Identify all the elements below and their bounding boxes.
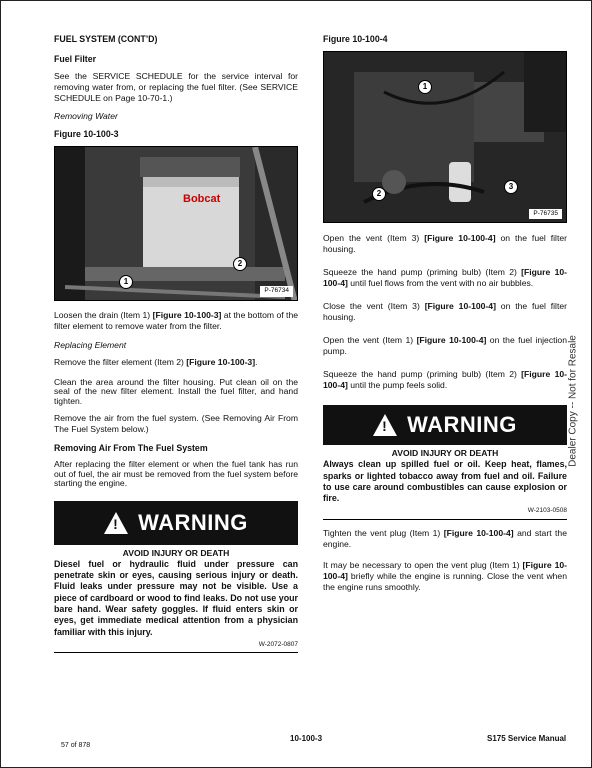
step-4: Open the vent (Item 1) [Figure 10-100-4] on the fuel injection pump.	[323, 335, 567, 357]
remove-text: Remove the filter element (Item 2) [Figure 10-100-3].	[54, 356, 258, 367]
photo-code: P-76734	[260, 286, 293, 296]
drain-text: Loosen the drain (Item 1) [Figure 10-100-3] at the bottom of the filter element to remove water from the filter.	[54, 309, 298, 331]
after-text: After replacing the filter element or when the fuel tank has run out of fuel, the air must be removed from the fuel system before starting the engine.	[54, 459, 298, 489]
step-3: Close the vent (Item 3) [Figure 10-100-4] on the fuel filter housing.	[323, 301, 567, 323]
section-title: FUEL SYSTEM (CONT’D)	[54, 34, 158, 44]
air-text: Remove the air from the fuel system. (See Removing Air From The Fuel System below.)	[54, 413, 298, 435]
callout-3: 3	[504, 180, 518, 194]
warning-banner	[323, 405, 567, 445]
warning-icon: !	[104, 512, 128, 534]
removing-air-heading: Removing Air From The Fuel System	[54, 443, 208, 454]
figure-label-3: Figure 10-100-3	[54, 128, 119, 139]
dealer-copy-watermark: Dealer Copy -- Not for Resale	[567, 335, 579, 467]
warning-sub: AVOID INJURY OR DEATH	[391, 448, 499, 459]
step-1: Open the vent (Item 3) [Figure 10-100-4] on the fuel filter housing.	[323, 233, 567, 255]
warning-body: Diesel fuel or hydraulic fluid under pressure can penetrate skin or eyes, causing serious injury or death. Fluid leaks under pressure may not be visible. Use a piece of cardboard or wood to find leaks. Do not use your bare hand. Wear safety goggles. If fluid enters skin or eyes, get immediate medical attention from a physician familiar with this injury.	[54, 558, 298, 637]
step-2: Squeeze the hand pump (priming bulb) (Item 2) [Figure 10-100-4] until fuel flows from the vent with no air bubbles.	[323, 267, 568, 289]
callout-1: 1	[119, 275, 133, 289]
fuel-filter-heading: Fuel Filter	[54, 54, 97, 65]
engine-photo	[323, 51, 567, 223]
right-column	[323, 34, 567, 593]
callout-1: 1	[418, 80, 432, 94]
callout-2: 2	[233, 257, 247, 271]
warning-body: Always clean up spilled fuel or oil. Keep heat, flames, sparks or lighted tobacco away from fuel and oil. Failure to use care around combustibles can cause explosion or fire.	[323, 459, 567, 504]
warning-code: W-2072-0807	[54, 641, 298, 653]
engine-photo-graphic	[324, 52, 567, 223]
warning-sub: AVOID INJURY OR DEATH	[122, 547, 230, 558]
warning-word: WARNING	[138, 509, 248, 535]
warning-code: W-2103-0508	[323, 507, 567, 519]
warning-banner	[54, 501, 298, 545]
manual-title: S175 Service Manual	[487, 734, 567, 743]
tighten-text: Tighten the vent plug (Item 1) [Figure 10-100-4] and start the engine.	[323, 527, 567, 549]
figure-label-4: Figure 10-100-4	[323, 34, 388, 44]
removing-water-label: Removing Water	[54, 110, 118, 121]
fuel-filter-text: See the SERVICE SCHEDULE for the service interval for removing water from, or replacing the fuel filter. (See SERVICE SCHEDULE on Page 10-70-1.)	[54, 70, 298, 103]
warning-icon: !	[373, 414, 397, 436]
svg-text:Bobcat: Bobcat	[183, 192, 221, 205]
page-count: 57 of 878	[61, 742, 91, 749]
left-column	[54, 34, 298, 653]
necessary-text: It may be necessary to open the vent plug (Item 1) [Figure 10-100-4] briefly while the engine is running. Close the vent when the engine runs smoothly.	[323, 559, 567, 592]
replacing-label: Replacing Element	[54, 339, 127, 350]
clean-text: Clean the area around the filter housing. Put clean oil on the seal of the new filter element. Install the fuel filter, and hand tighten.	[54, 376, 298, 406]
page-number: 10-100-3	[290, 734, 323, 743]
photo-code: P-76735	[529, 209, 562, 219]
filter-photo	[54, 146, 298, 301]
warning-word: WARNING	[407, 412, 517, 438]
filter-photo-graphic	[55, 147, 298, 301]
step-5: Squeeze the hand pump (priming bulb) (Item 2) [Figure 10-100-4] until the pump feels solid.	[323, 369, 568, 391]
callout-2: 2	[372, 187, 386, 201]
